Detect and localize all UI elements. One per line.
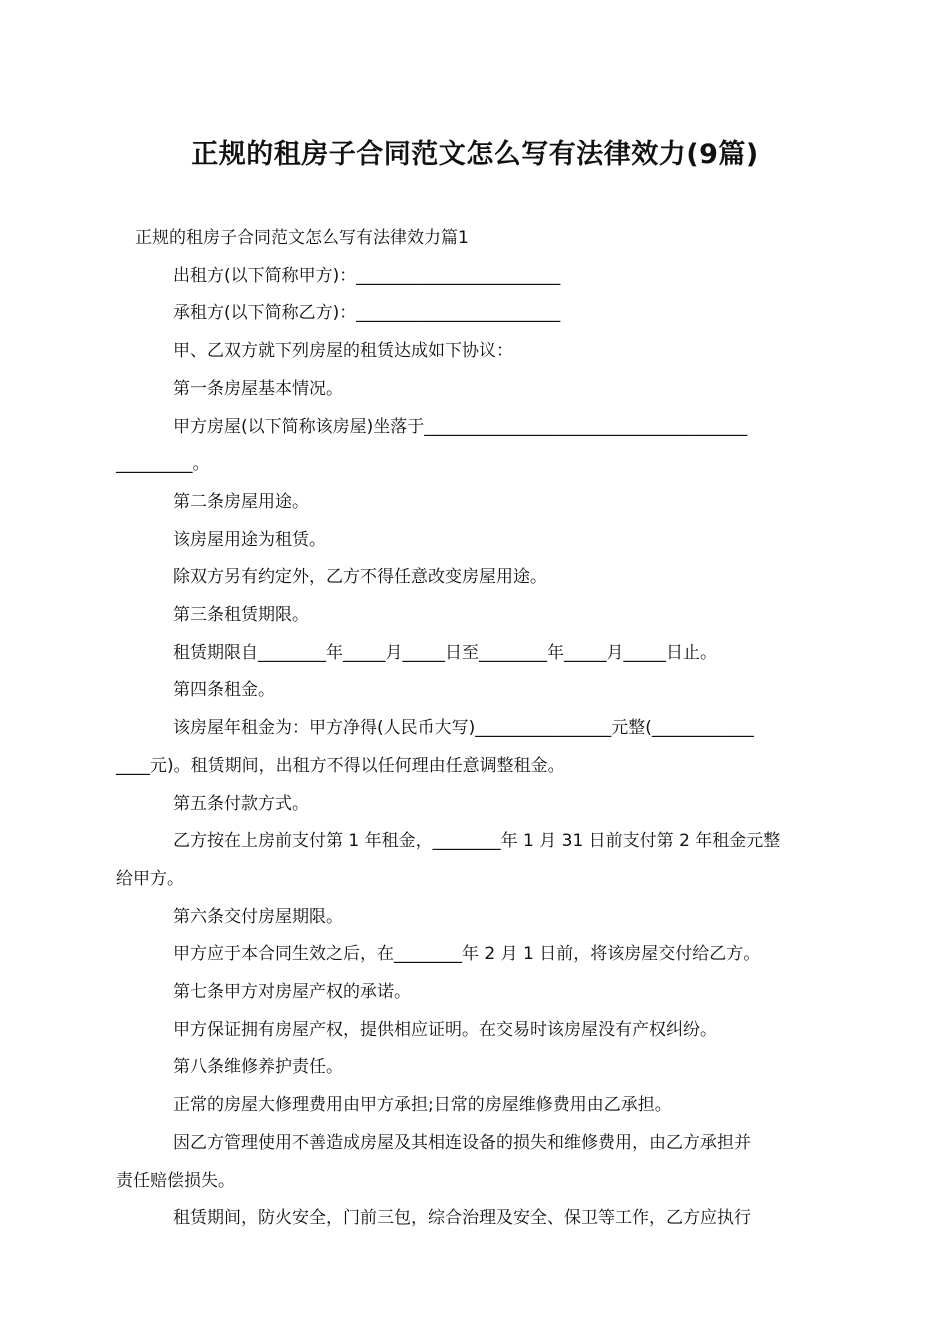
clause-5-text-continued: 给甲方。 <box>116 868 184 889</box>
clause-7-heading: 第七条甲方对房屋产权的承诺。 <box>173 982 411 1003</box>
clause-2-text-2: 除双方另有约定外，乙方不得任意改变房屋用途。 <box>173 567 547 588</box>
clause-4-heading: 第四条租金。 <box>173 680 275 701</box>
clause-6-heading: 第六条交付房屋期限。 <box>173 906 343 927</box>
clause-6-text: 甲方应于本合同生效之后，在________年 2 月 1 日前，将该房屋交付给乙方。 <box>173 944 761 965</box>
clause-1-heading: 第一条房屋基本情况。 <box>173 378 343 399</box>
paragraph-lessor: 出租方(以下简称甲方)：________________________ <box>173 265 561 286</box>
clause-1-text-continued: _________。 <box>116 454 210 475</box>
document-body <box>116 220 838 1238</box>
clause-5-text: 乙方按在上房前支付第 1 年租金，________年 1 月 31 日前支付第 2 年租金元整 <box>173 831 781 852</box>
clause-8-text-3: 租赁期间，防火安全，门前三包，综合治理及安全、保卫等工作，乙方应执行 <box>173 1208 751 1229</box>
clause-4-text-continued: ____元)。租赁期间，出租方不得以任何理由任意调整租金。 <box>116 755 565 776</box>
clause-3-heading: 第三条租赁期限。 <box>173 605 309 626</box>
clause-8-text: 正常的房屋大修理费用由甲方承担;日常的房屋维修费用由乙承担。 <box>173 1095 672 1116</box>
clause-1-text: 甲方房屋(以下简称该房屋)坐落于______________________________________ <box>173 416 748 437</box>
clause-4-text: 该房屋年租金为：甲方净得(人民币大写)________________元整(____________ <box>173 718 754 739</box>
clause-2-text: 该房屋用途为租赁。 <box>173 529 326 550</box>
clause-2-heading: 第二条房屋用途。 <box>173 491 309 512</box>
section-heading: 正规的租房子合同范文怎么写有法律效力篇1 <box>135 228 469 248</box>
clause-8-text-2-continued: 责任赔偿损失。 <box>116 1170 235 1191</box>
clause-5-heading: 第五条付款方式。 <box>173 793 309 814</box>
clause-3-text: 租赁期限自________年_____月_____日至________年_____月_____日止。 <box>173 642 717 663</box>
paragraph-lessee: 承租方(以下简称乙方)：________________________ <box>173 303 561 324</box>
paragraph-agreement-intro: 甲、乙双方就下列房屋的租赁达成如下协议： <box>173 341 513 362</box>
clause-8-text-2: 因乙方管理使用不善造成房屋及其相连设备的损失和维修费用，由乙方承担并 <box>173 1132 751 1153</box>
document-title: 正规的租房子合同范文怎么写有法律效力(9篇) <box>191 139 759 170</box>
clause-7-text: 甲方保证拥有房屋产权，提供相应证明。在交易时该房屋没有产权纠纷。 <box>173 1019 717 1040</box>
clause-8-heading: 第八条维修养护责任。 <box>173 1057 343 1078</box>
